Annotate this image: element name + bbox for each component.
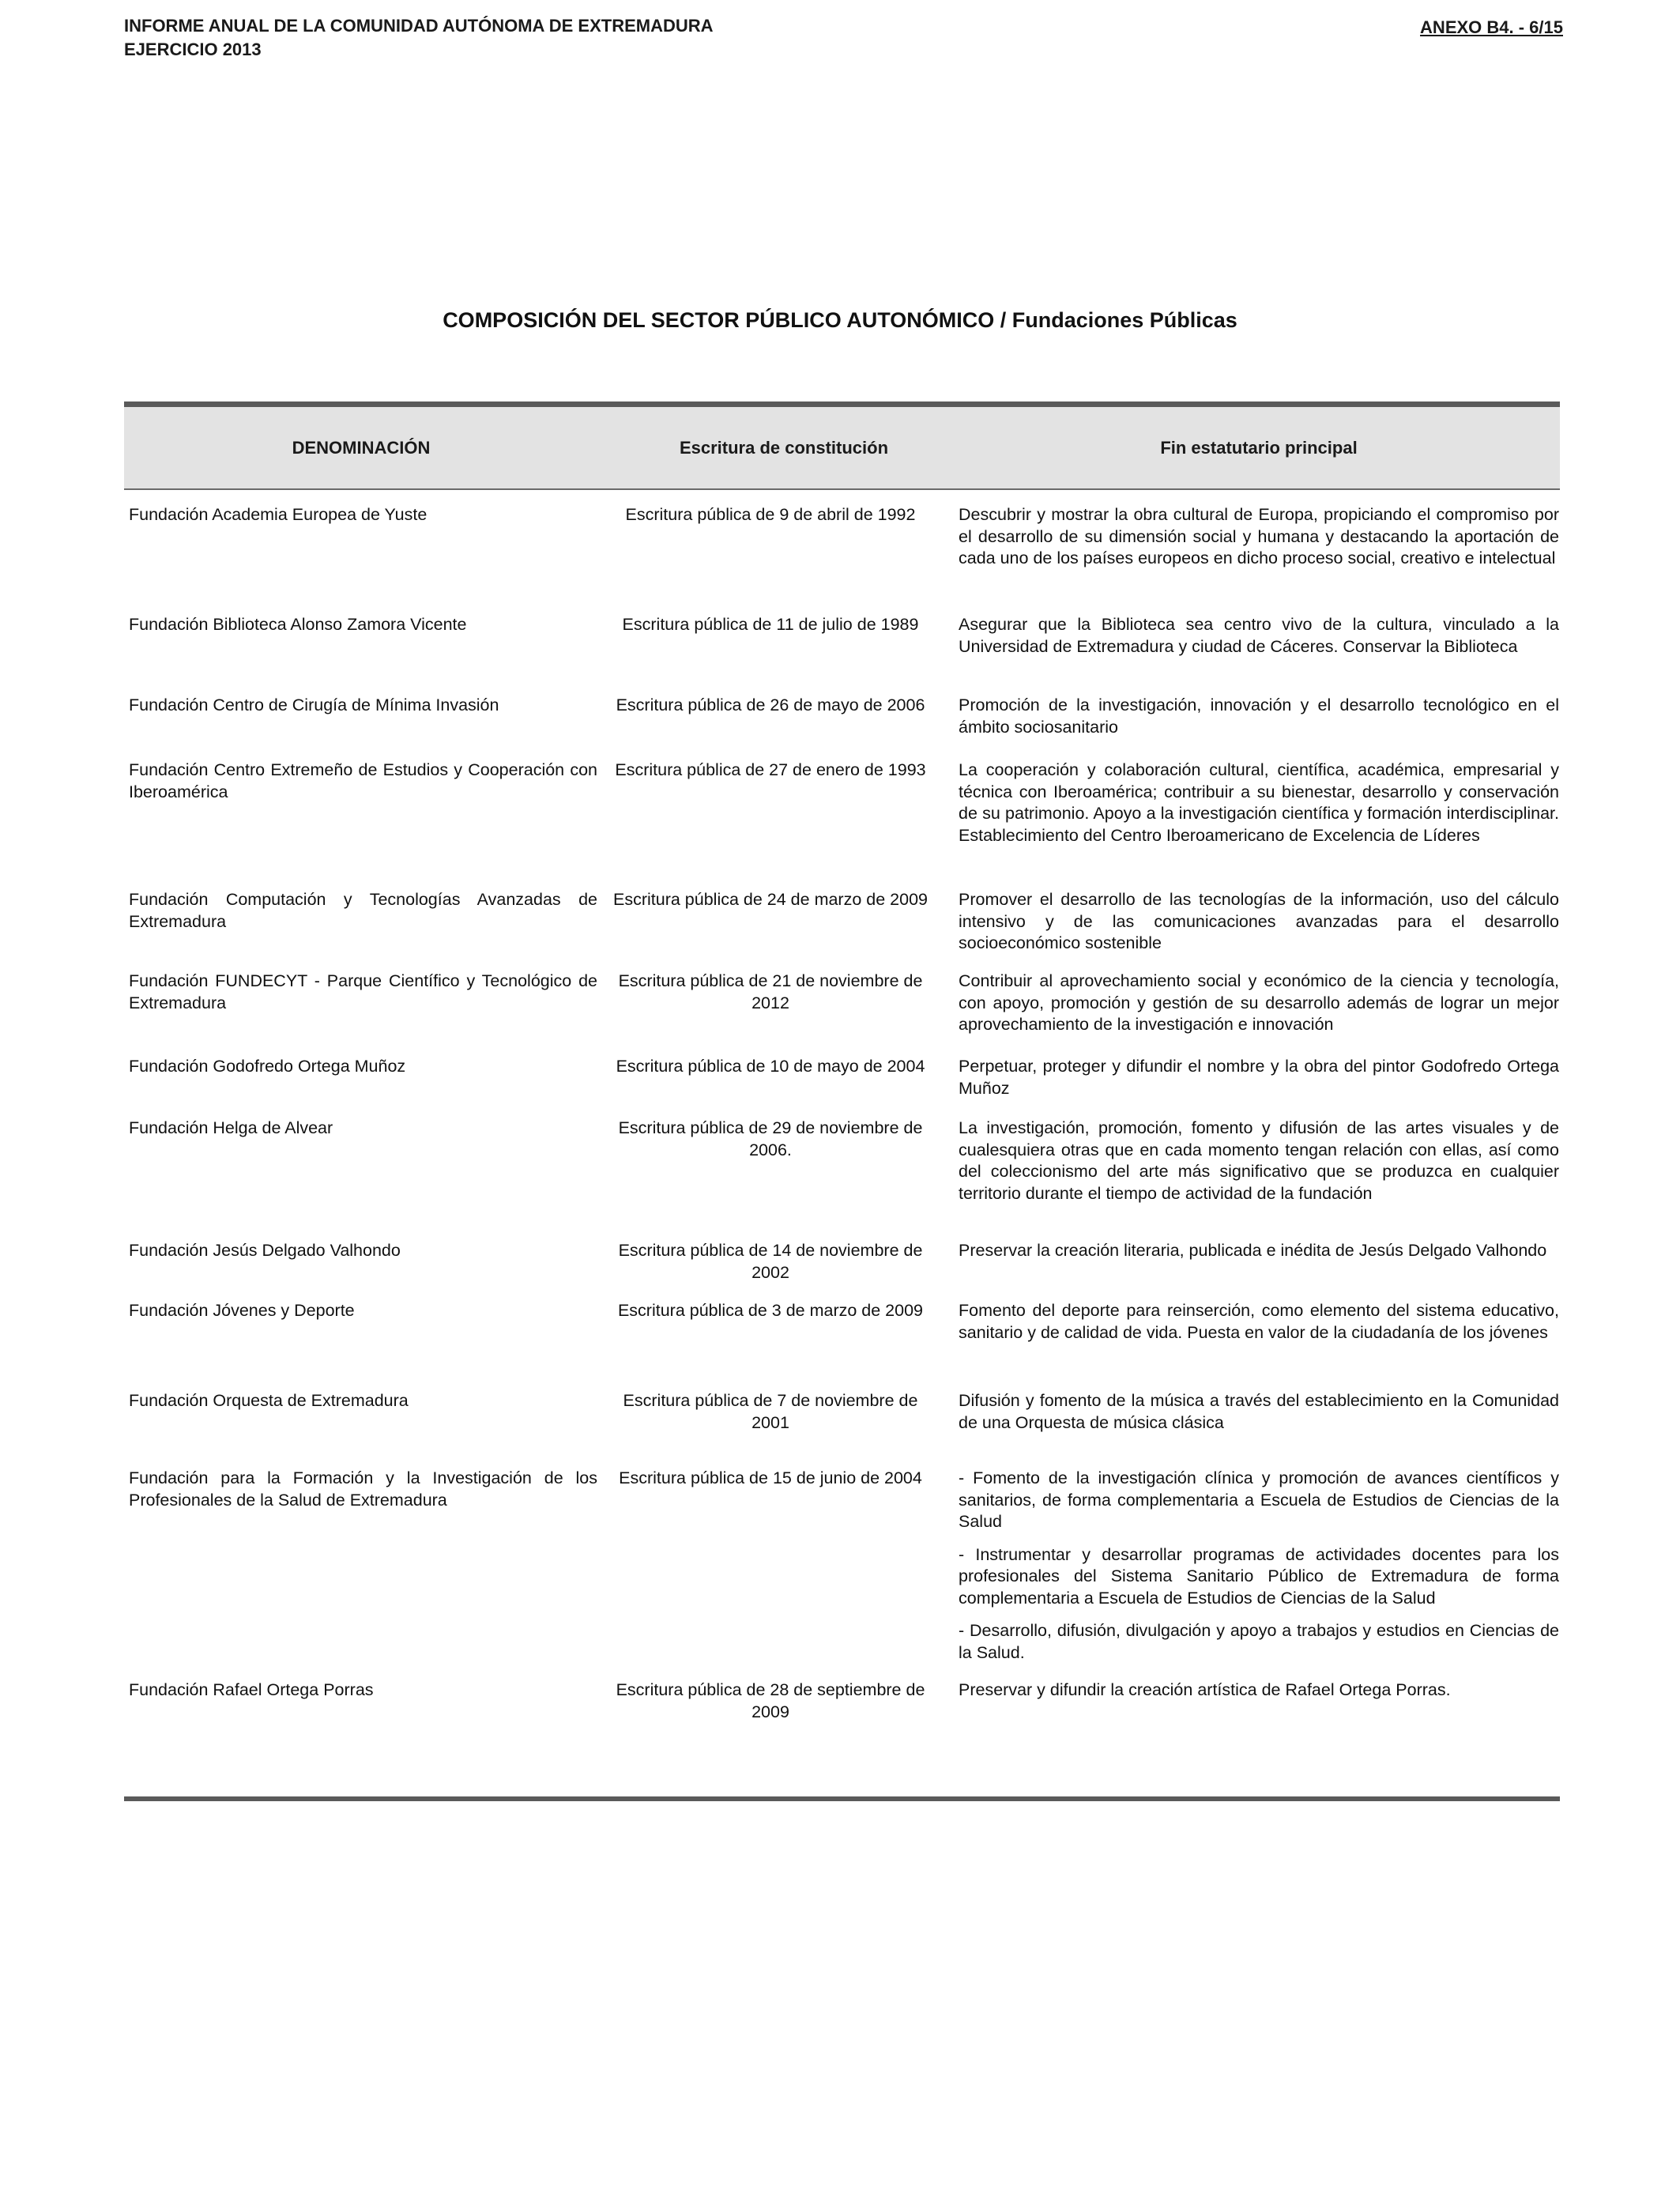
column-header-fin: Fin estatutario principal (1160, 438, 1358, 458)
row-denominacion: Fundación Helga de Alvear (129, 1118, 333, 1137)
row-denominacion: Fundación Orquesta de Extremadura (129, 1391, 409, 1410)
row-fin: Promoción de la investigación, innovación y el desarrollo tecnológico en el ámbito sociosanitario (959, 696, 1559, 737)
row-escritura: Escritura pública de 14 de noviembre de 2002 (618, 1241, 923, 1282)
row-fin: Promover el desarrollo de las tecnologías de la información, uso del cálculo intensivo y de las comunicaciones avanzadas para el desarrollo socioeconómico sostenible (959, 890, 1559, 952)
fin-item: - Desarrollo, difusión, divulgación y apoyo a trabajos y estudios en Ciencias de la Salud. (959, 1621, 1559, 1662)
row-fin: Fomento del deporte para reinserción, como elemento del sistema educativo, sanitario y de calidad de vida. Puesta en valor de la ciudadanía de los jóvenes (959, 1301, 1559, 1342)
row-escritura: Escritura pública de 29 de noviembre de 2006. (618, 1118, 923, 1159)
report-year: EJERCICIO 2013 (124, 40, 262, 59)
table-bottom-rule (124, 1796, 1560, 1801)
row-escritura: Escritura pública de 3 de marzo de 2009 (617, 1301, 924, 1320)
row-fin: Preservar y difundir la creación artística de Rafael Ortega Porras. (959, 1680, 1451, 1699)
row-escritura: Escritura pública de 15 de junio de 2004 (619, 1468, 922, 1487)
row-escritura: Escritura pública de 7 de noviembre de 2001 (623, 1391, 918, 1432)
table-top-rule (124, 401, 1560, 407)
row-denominacion: Fundación para la Formación y la Investigación de los Profesionales de la Salud de Extremadura (129, 1468, 597, 1510)
row-fin: Contribuir al aprovechamiento social y económico de la ciencia y tecnología, con apoyo, promoción y gestión de su desarrollo además de lograr un mejor aprovechamiento de la investigación e innovación (959, 971, 1559, 1034)
page-title: COMPOSICIÓN DEL SECTOR PÚBLICO AUTONÓMICO / Fundaciones Públicas (443, 308, 1237, 332)
row-denominacion: Fundación Jesús Delgado Valhondo (129, 1241, 401, 1260)
row-escritura: Escritura pública de 21 de noviembre de 2012 (618, 971, 923, 1012)
row-denominacion: Fundación Godofredo Ortega Muñoz (129, 1057, 406, 1076)
fin-item: - Instrumentar y desarrollar programas de actividades docentes para los profesionales del Sistema Sanitario Público de Extremadura de forma complementaria a Escuela de Estudios de Ciencias de la Salud (959, 1544, 1559, 1608)
fin-item: - Fomento de la investigación clínica y promoción de avances científicos y sanitarios, de forma complementaria a Escuela de Estudios de Ciencias de la Salud (959, 1468, 1559, 1531)
column-header-denominacion: DENOMINACIÓN (292, 438, 431, 458)
row-fin: La cooperación y colaboración cultural, científica, académica, empresarial y técnica con Iberoamérica; contribuir a su bienestar, desarrollo y conservación de su patrimonio. Apoyo a la investigación científica y formación interdisciplinar. Establecimiento del Centro Iberoamericano de Excelencia de Líderes (959, 760, 1559, 845)
row-fin: Preservar la creación literaria, publicada e inédita de Jesús Delgado Valhondo (959, 1241, 1547, 1260)
table-header (124, 407, 1560, 490)
row-denominacion: Fundación FUNDECYT - Parque Científico y Tecnológico de Extremadura (129, 971, 597, 1012)
report-header (124, 14, 714, 62)
row-escritura: Escritura pública de 10 de mayo de 2004 (616, 1057, 925, 1076)
row-fin-list (959, 1468, 1559, 1664)
row-escritura: Escritura pública de 11 de julio de 1989 (622, 615, 919, 634)
annex-label: ANEXO B4. - 6/15 (1420, 17, 1563, 37)
row-denominacion: Fundación Computación y Tecnologías Avanzadas de Extremadura (129, 890, 597, 931)
row-escritura: Escritura pública de 28 de septiembre de 2009 (616, 1680, 925, 1721)
row-fin: Asegurar que la Biblioteca sea centro vivo de la cultura, vinculado a la Universidad de Extremadura y ciudad de Cáceres. Conservar la Biblioteca (959, 615, 1559, 656)
row-denominacion: Fundación Centro de Cirugía de Mínima Invasión (129, 696, 499, 714)
row-denominacion: Fundación Academia Europea de Yuste (129, 505, 428, 524)
row-fin: Descubrir y mostrar la obra cultural de Europa, propiciando el compromiso por el desarrollo de su dimensión social y humana y destacando la aportación de cada uno de los países europeos en dicho proceso social, creativo e intelectual (959, 505, 1559, 567)
row-escritura: Escritura pública de 26 de mayo de 2006 (616, 696, 925, 714)
row-escritura: Escritura pública de 9 de abril de 1992 (625, 505, 916, 524)
report-title: INFORME ANUAL DE LA COMUNIDAD AUTÓNOMA DE EXTREMADURA (124, 16, 714, 36)
row-fin: Difusión y fomento de la música a través del establecimiento en la Comunidad de una Orquesta de música clásica (959, 1391, 1559, 1432)
row-denominacion: Fundación Jóvenes y Deporte (129, 1301, 355, 1320)
column-header-escritura: Escritura de constitución (679, 438, 889, 458)
row-fin: La investigación, promoción, fomento y difusión de las artes visuales y de cualesquiera otras que en cada momento tengan relación con ellas, así como del coleccionismo del arte más significativo que se produzca en cualquier territorio durante el tiempo de actividad de la fundación (959, 1118, 1559, 1203)
row-denominacion: Fundación Biblioteca Alonso Zamora Vicente (129, 615, 467, 634)
row-escritura: Escritura pública de 27 de enero de 1993 (615, 760, 926, 779)
row-fin: Perpetuar, proteger y difundir el nombre y la obra del pintor Godofredo Ortega Muñoz (959, 1057, 1559, 1098)
row-denominacion: Fundación Centro Extremeño de Estudios y Cooperación con Iberoamérica (129, 760, 597, 801)
row-escritura: Escritura pública de 24 de marzo de 2009 (613, 890, 928, 909)
row-denominacion: Fundación Rafael Ortega Porras (129, 1680, 374, 1699)
